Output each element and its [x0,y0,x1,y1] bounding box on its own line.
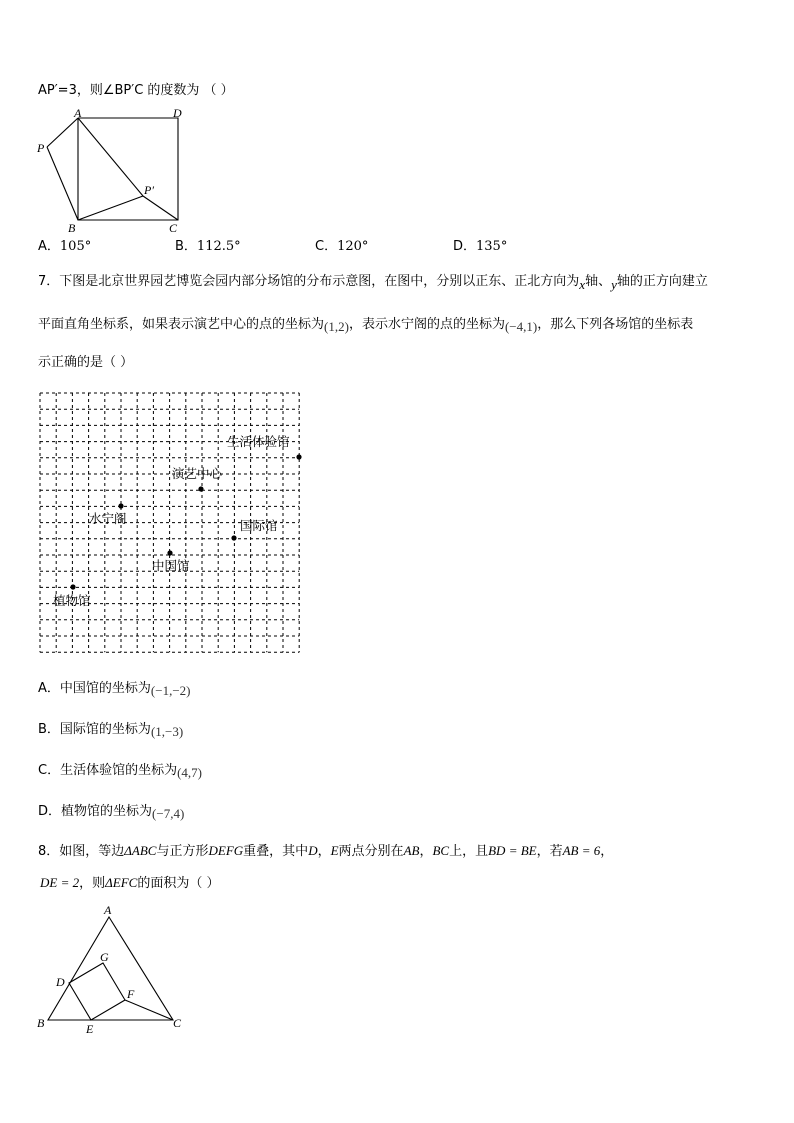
q7-label-yanyi: 演艺中心 [172,466,223,481]
q8-label-e: E [86,1022,94,1036]
q7-line2-b: ，表示水宁阁的点的坐标为 [348,317,505,332]
q6-option-b-text: 112.5° [196,239,241,254]
q6-option-c-letter: C． [315,239,338,254]
q7-label-guoji: 国际馆 [240,518,278,533]
q6-label-a: A [74,106,82,120]
q8-var-e: E [330,843,339,858]
q8-var-ab: AB [403,843,420,858]
q7-line1-c: 轴的正方向建立 [616,274,708,289]
q8-label-a: A [104,903,112,917]
q7-line2-a: 平面直角坐标系，如果表示演艺中心的点的坐标为 [38,317,325,332]
q8-var-bc: BC [432,843,450,858]
q8-square-defg: DEFG [208,843,244,858]
q8-l1-c: 重叠，其中 [243,844,309,859]
q7-option-b-letter: B． [38,722,60,737]
q8-label-f: F [127,987,135,1001]
q7-option-d-coord: (−7,4) [152,806,185,821]
q8-l1-d: ， [317,844,331,859]
q8-l1-f: ， [419,844,433,859]
q8-square-defg [69,963,125,1020]
q7-coord-shuining: (−4,1) [504,319,538,334]
q6-label-c: C [169,221,178,235]
q7-option-a-letter: A． [38,681,60,696]
q8-l1-a: 如图，等边 [59,844,125,859]
q6-option-d-letter: D． [453,239,477,254]
q7-y-var: y [611,277,617,292]
q7-option-b-text: 国际馆的坐标为 [59,722,151,737]
q8-tri-abc: ΔABC [124,843,157,858]
q7-option-a-text: 中国馆的坐标为 [59,681,151,696]
q8-eq-ab: AB = 6 [562,843,601,858]
q7-label-shuining: 水宁阁 [89,511,127,526]
q6-option-c-text: 120° [337,239,369,254]
q6-label-d: D [173,106,182,120]
q7-label-zhiwu: 植物馆 [53,593,91,608]
q8-eq-de: DE = 2 [40,875,80,890]
q8-label-b: B [37,1016,45,1030]
q7-coord-yanyi: (1,2) [324,319,349,334]
q8-label-g: G [100,950,109,964]
q6-option-a-letter: A． [38,239,60,254]
q6-option-b-letter: B． [175,239,197,254]
q8-l1-i: ， [600,844,614,859]
q8-var-d: D [308,843,318,858]
q8-l1-b: 与正方形 [156,844,209,859]
q8-label-d: D [56,975,65,989]
q6-label-p2: P′ [144,183,154,197]
q7-label-shenghuo: 生活体验馆 [227,434,290,449]
q7-stem-line3: 示正确的是（ ） [38,355,134,370]
q8-l1-e: 两点分别在 [338,844,404,859]
q8-number: 8． [38,844,60,859]
q7-option-d-letter: D． [38,804,62,819]
q7-option-d-text: 植物馆的坐标为 [61,804,153,819]
q8-tri-efc: ΔEFC [105,875,138,890]
q6-stem: AP′=3，则∠BP′C 的度数为 （ ） [38,83,234,98]
q8-l1-h: ，若 [536,844,563,859]
q8-l2-a: ，则 [79,876,106,891]
q8-segment-fc [125,1000,173,1020]
q7-line1-a: 下图是北京世界园艺博览会园内部分场馆的分布示意图，在图中，分别以正东、正北方向为 [59,274,580,289]
q7-line2-c: ，那么下列各场馆的坐标表 [537,317,694,332]
q8-triangle-abc [48,917,173,1020]
q7-line1-b: 轴、 [585,274,612,289]
q8-l1-g: 上，且 [449,844,489,859]
q6-label-p: P [37,141,45,155]
q8-l2-b: 的面积为（ ） [137,876,220,891]
q7-option-c-coord: (4,7) [177,765,203,780]
q8-label-c: C [173,1016,182,1030]
q6-label-b: B [68,221,76,235]
q7-label-zhongguo: 中国馆 [152,558,190,573]
q6-option-d-text: 135° [476,239,508,254]
q7-x-var: x [579,277,586,292]
q7-option-c-text: 生活体验馆的坐标为 [60,763,178,778]
q7-option-a-coord: (−1,−2) [150,683,191,698]
q7-option-c-letter: C． [38,763,61,778]
q7-number: 7． [38,274,60,289]
q6-option-a-text: 105° [59,239,92,254]
q8-eq-bd-be: BD = BE [488,843,537,858]
q7-option-b-coord: (1,−3) [150,724,184,739]
